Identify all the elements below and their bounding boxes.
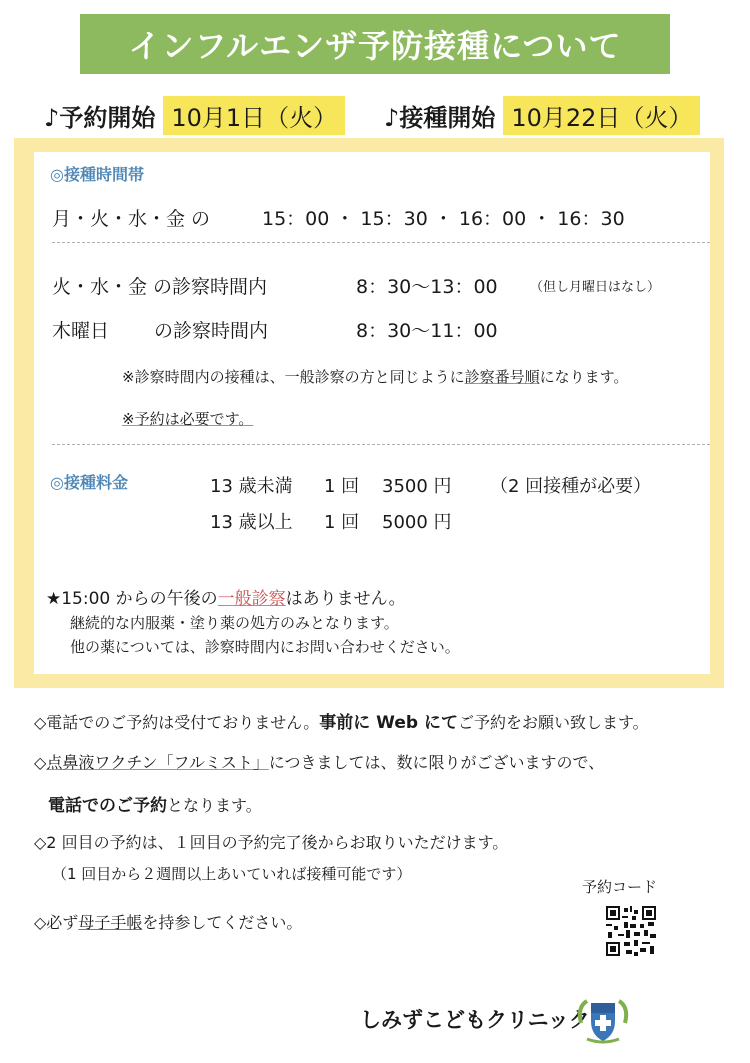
- schedule-row2-note: （但し月曜日はなし）: [530, 280, 661, 295]
- fees-row1-age: 13 歳未満: [210, 476, 293, 497]
- schedule-row3-days: 木曜日: [52, 320, 110, 342]
- vaccination-start: [384, 96, 700, 135]
- note-handbook-text: ◇必ず: [34, 913, 79, 932]
- note-web-emphasis: 事前に Web にて: [319, 713, 458, 733]
- reservation-qr-code[interactable]: [606, 906, 656, 956]
- note-second-dose: ◇2 回目の予約は、１回目の予約完了後からお取りいただけます。: [34, 833, 509, 852]
- schedule-row2-days: 火・水・金 の診察時間内: [52, 276, 268, 298]
- divider: [52, 242, 710, 243]
- note-web-end: ご予約をお願い致します。: [457, 713, 649, 732]
- afternoon-line3: 他の薬については、診察時間内にお問い合わせください。: [70, 638, 460, 656]
- note-web: [34, 708, 649, 733]
- reservation-date: 10月1日（火）: [163, 96, 345, 135]
- qr-label: 予約コード: [582, 878, 658, 896]
- fees-row1-count: 1 回: [324, 476, 360, 497]
- note1-end: になります。: [539, 368, 629, 386]
- reservation-label: ♪予約開始: [44, 104, 156, 132]
- schedule-note2: ※予約は必要です。: [122, 410, 254, 428]
- note-handbook-end: を持参してください。: [142, 913, 303, 932]
- schedule-note1: [122, 366, 628, 387]
- schedule-panel: [34, 152, 710, 674]
- note1-text: ※診察時間内の接種は、一般診察の方と同じように: [122, 368, 465, 386]
- schedule-row1-days: 月・火・水・金 の: [52, 208, 211, 230]
- schedule-frame: [14, 138, 724, 688]
- note-flumist-name: 点鼻液ワクチン「フルミスト」: [46, 753, 269, 772]
- fees-row2-price: 5000 円: [382, 512, 452, 533]
- afternoon-highlight: 一般診察: [217, 589, 286, 609]
- fees-row1-note: （2 回接種が必要）: [490, 476, 652, 497]
- note-flumist: [34, 750, 604, 773]
- fees-row2-count: 1 回: [324, 512, 360, 533]
- page-title: インフルエンザ予防接種について: [80, 14, 670, 74]
- schedule-row2-time: 8：30〜13：00: [356, 276, 498, 298]
- afternoon-line1: [46, 584, 406, 609]
- afternoon-line1-end: はありません。: [285, 589, 406, 609]
- schedule-row3-time: 8：30〜11：00: [356, 320, 498, 342]
- note-phone: [48, 791, 262, 816]
- schedule-row1-times: 15：00 ・ 15：30 ・ 16：00 ・ 16：30: [262, 208, 625, 230]
- afternoon-line2: 継続的な内服薬・塗り薬の処方のみとなります。: [70, 614, 399, 632]
- note-handbook-emphasis: 母子手帳: [78, 913, 143, 932]
- clinic-crest-icon: [575, 995, 631, 1045]
- afternoon-line1-text: ★15:00 からの午後の: [46, 589, 218, 609]
- note-interval: （1 回目から２週間以上あいていれば接種可能です）: [52, 865, 412, 883]
- divider: [52, 444, 710, 445]
- note-flumist-text: につきましては、数に限りがございますので、: [268, 753, 605, 772]
- note-flumist-bullet: ◇: [34, 753, 47, 772]
- fees-row2-age: 13 歳以上: [210, 512, 293, 533]
- vaccination-date: 10月22日（火）: [503, 96, 700, 135]
- note-phone-end: となります。: [167, 796, 262, 815]
- fees-heading: ◎接種料金: [50, 473, 128, 492]
- note-web-text: ◇電話でのご予約は受付ておりません。: [34, 713, 320, 732]
- note-phone-emphasis: 電話でのご予約: [48, 796, 167, 816]
- fees-row1-price: 3500 円: [382, 476, 452, 497]
- reservation-start: [44, 96, 345, 135]
- note-handbook: [34, 910, 302, 933]
- vaccination-label: ♪接種開始: [384, 104, 496, 132]
- note1-highlight: 診察番号順: [464, 368, 540, 386]
- schedule-row3-label: の診察時間内: [154, 320, 269, 342]
- clinic-name: しみずこどもクリニック: [360, 1008, 590, 1032]
- schedule-heading: ◎接種時間帯: [50, 165, 144, 184]
